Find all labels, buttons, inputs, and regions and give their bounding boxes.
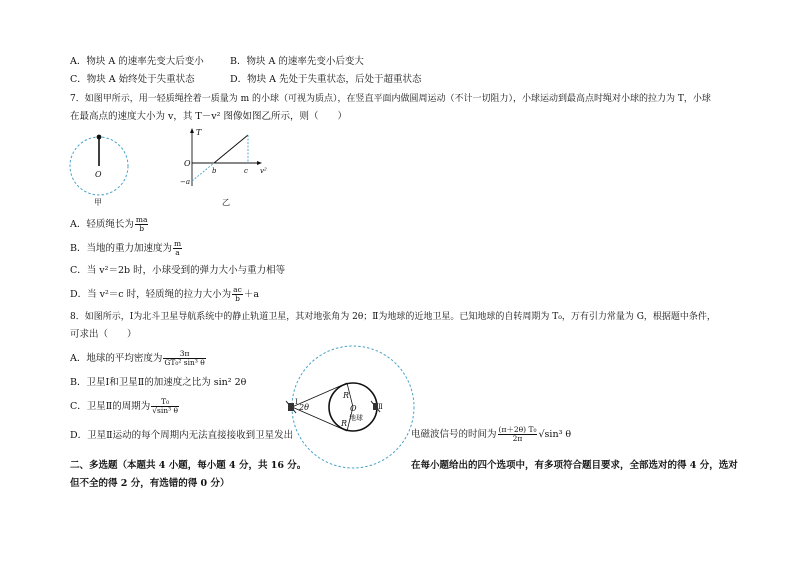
q8-option-d-right: 电磁波信号的时间为 $\frac{\text{(π＋2θ) T₀}}{2\pi}$ √sin³ θ: [411, 425, 572, 443]
q7-stem-line1: 7．如图甲所示，用一轻质绳拴着一质量为 m 的小球（可视为质点），在竖直平面内做圆周运动（不计一切阻力），小球运动到最高点时绳对小球的拉力为 T，小球: [70, 94, 711, 104]
graph-line: [214, 135, 248, 163]
q7-figure-yi: [178, 126, 278, 208]
q7-option-b: B．当地的重力加速度为 $\frac{m}{a}$: [70, 239, 182, 257]
label-angle: 2θ: [299, 403, 309, 412]
yi-caption: 乙: [222, 198, 230, 207]
q6-option-d: D．物块 A 先处于失重状态，后处于超重状态: [230, 74, 422, 85]
q7-option-d: D．当 v²＝c 时，轻质绳的拉力大小为 $\frac{ac}{b}$ ＋a: [70, 285, 259, 303]
q7-figure-jia: [68, 128, 132, 208]
jia-caption: 甲: [94, 198, 102, 207]
section2-heading-left: 二、多选题（本题共 4 小题，每小题 4 分，共 16 分。: [70, 460, 307, 471]
q8-stem-line1: 8．如图所示，Ⅰ为北斗卫星导航系统中的静止轨道卫星，其对地张角为 2θ；Ⅱ为地球的近地卫星。已知地球的自转周期为 T₀，万有引力常量为 G，根据题中条件，: [70, 312, 716, 322]
label-radius-lower: R: [341, 419, 348, 428]
yi-origin-label: O: [184, 159, 191, 168]
graph-line-extension: [192, 163, 214, 181]
q6-option-b: B．物块 A 的速率先变小后变大: [230, 56, 364, 67]
yi-neg-intercept: −a: [180, 178, 191, 186]
section2-heading-line2: 但不全的得 2 分，有选错的得 0 分）: [70, 478, 230, 489]
yi-y-axis-label: T: [196, 128, 202, 137]
yi-x-axis-label: v²: [260, 167, 267, 175]
label-center: O: [350, 404, 357, 413]
yi-mark-b: b: [212, 167, 217, 175]
section2-heading-right: 在每小题给出的四个选项中，有多项符合题目要求，全部选对的得 4 分，选对: [411, 460, 738, 471]
q8-option-c: C．卫星Ⅱ的周期为 $\frac{\text{T₀}}{\text{√sin³ θ}}$: [70, 397, 178, 415]
q8-option-d-left: D．卫星Ⅱ运动的每个周期内无法直接接收到卫星发出: [70, 430, 294, 441]
label-sat1: Ⅰ: [295, 398, 298, 406]
q8-option-a: A．地球的平均密度为 $\frac{3\pi}{\text{GT₀² sin³ θ}}$: [70, 349, 205, 367]
q7-option-a: A．轻质绳长为 $\frac{ma}{b}$: [70, 215, 148, 233]
label-radius-upper: R: [343, 391, 350, 400]
q8-stem-line2: 可求出（ ）: [70, 329, 137, 340]
q6-option-c: C．物块 A 始终处于失重状态: [70, 74, 195, 85]
label-sat2: Ⅱ: [378, 403, 383, 411]
q8-option-b: B．卫星Ⅰ和卫星Ⅱ的加速度之比为 sin² 2θ: [70, 377, 247, 388]
q7-option-c: C．当 v²＝2b 时，小球受到的弹力大小与重力相等: [70, 265, 286, 276]
q7-stem-line2: 在最高点的速度大小为 v，其 T－v² 图像如图乙所示，则（ ）: [70, 111, 347, 122]
ball: [97, 135, 102, 140]
jia-center-label: O: [95, 170, 102, 179]
label-earth: 地球: [349, 414, 363, 422]
q8-orbit-figure: [285, 342, 421, 472]
q6-option-a: A．物块 A 的速率先变大后变小: [70, 56, 204, 67]
yi-mark-c: c: [244, 167, 248, 175]
